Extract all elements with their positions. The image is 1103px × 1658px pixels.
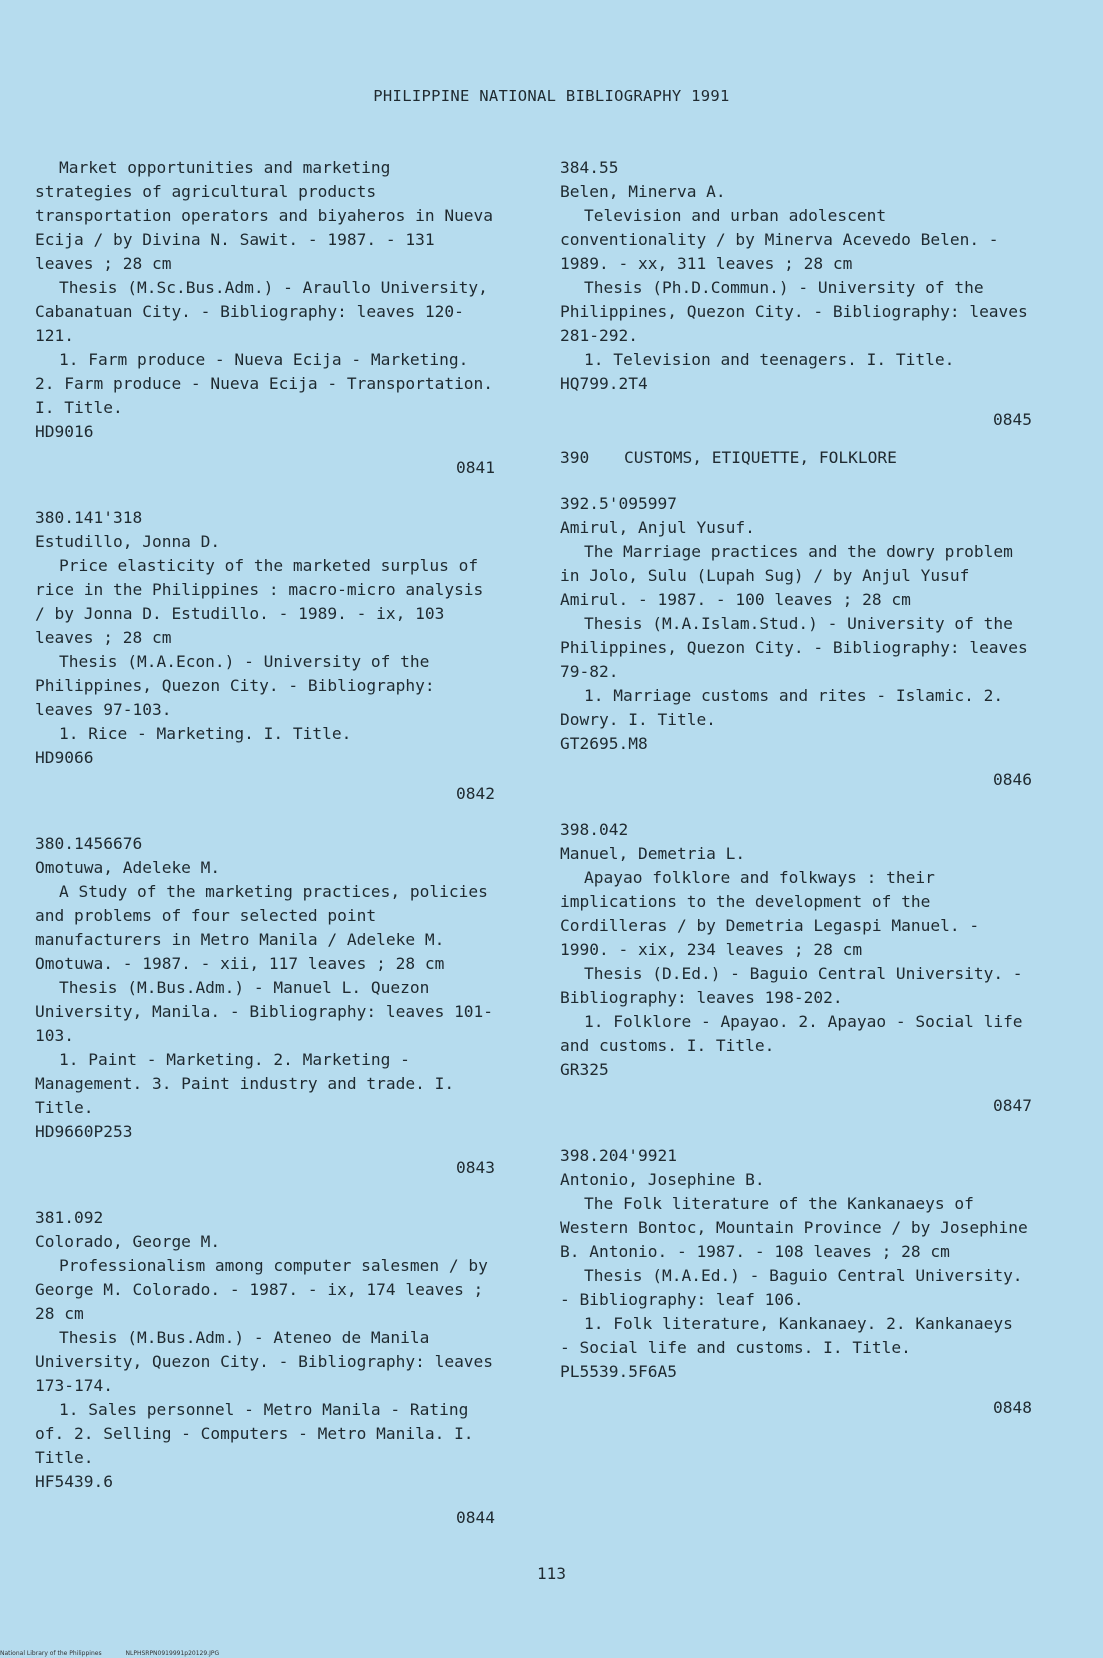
- entry-thesis-note: Thesis (D.Ed.) - Baguio Central University. - Bibliography: leaves 198-202.: [560, 964, 1023, 1007]
- entry-title-block: The Folk literature of the Kankanaeys of Western Bontoc, Mountain Province / by Josephine B. Antonio. - 1987. - 108 leaves ; 28 cm: [560, 1194, 1028, 1261]
- entry-subjects: 1. Sales personnel - Metro Manila - Rating of. 2. Selling - Computers - Metro Manila. I. Title.: [35, 1400, 474, 1467]
- entry-title-block: Market opportunities and marketing strategies of agricultural products transportation operators and biyaheros in Nueva Ecija / by Divina N. Sawit. - 1987. - 131 leaves ; 28 cm: [35, 158, 494, 273]
- entry-thesis-note: Thesis (M.Sc.Bus.Adm.) - Araullo University, Cabanatuan City. - Bibliography: leaves 120-121.: [35, 278, 488, 345]
- entry-subjects: 1. Paint - Marketing. 2. Marketing - Management. 3. Paint industry and trade. I. Title.: [35, 1050, 455, 1117]
- entry-number: 0841: [456, 458, 495, 477]
- entry-number: 0846: [993, 770, 1032, 789]
- bibliography-entry: [560, 492, 1032, 792]
- entry-subjects: 1. Rice - Marketing. I. Title.: [59, 724, 352, 743]
- bibliography-entry: [35, 1206, 495, 1530]
- entry-author: Omotuwa, Adeleke M.: [35, 858, 221, 877]
- entry-title-block: The Marriage practices and the dowry problem in Jolo, Sulu (Lupah Sug) / by Anjul Yusuf Amirul. - 1987. - 100 leaves ; 28 cm: [560, 542, 1013, 609]
- entry-lc-number: GR325: [560, 1060, 609, 1079]
- entry-call-number: 398.042: [560, 820, 629, 839]
- entry-number: 0847: [993, 1096, 1032, 1115]
- bibliography-entry: [560, 818, 1032, 1118]
- entry-thesis-note: Thesis (M.A.Econ.) - University of the Philippines, Quezon City. - Bibliography: leaves 97-103.: [35, 652, 435, 719]
- entry-lc-number: HD9066: [35, 748, 94, 767]
- entry-call-number: 398.204'9921: [560, 1146, 677, 1165]
- entry-author: Antonio, Josephine B.: [560, 1170, 765, 1189]
- entry-author: Manuel, Demetria L.: [560, 844, 746, 863]
- entry-call-number: 380.1456676: [35, 834, 143, 853]
- entry-title-block: Apayao folklore and folkways : their implications to the development of the Cordilleras / by Demetria Legaspi Manuel. - 1990. - xix, 234 leaves ; 28 cm: [560, 868, 980, 959]
- entry-subjects: 1. Folk literature, Kankanaey. 2. Kankanaeys - Social life and customs. I. Title.: [560, 1314, 1013, 1357]
- entry-subjects: 1. Farm produce - Nueva Ecija - Marketing. 2. Farm produce - Nueva Ecija - Transportation. I. Title.: [35, 350, 494, 417]
- credit-library: National Library of the Philippines: [0, 1650, 102, 1657]
- bibliography-entry: [560, 1144, 1032, 1420]
- entry-lc-number: HF5439.6: [35, 1472, 113, 1491]
- page-number: 113: [537, 1564, 566, 1583]
- entry-number: 0844: [456, 1508, 495, 1527]
- credit-file: NLPHSRPN0919991p20129.JPG: [125, 1650, 220, 1657]
- entry-title-block: Professionalism among computer salesmen / by George M. Colorado. - 1987. - ix, 174 leaves ; 28 cm: [35, 1256, 488, 1323]
- entry-lc-number: PL5539.5F6A5: [560, 1362, 677, 1381]
- entry-number: 0845: [993, 410, 1032, 429]
- entry-subjects: 1. Television and teenagers. I. Title.: [584, 350, 955, 369]
- entry-title-block: Price elasticity of the marketed surplus of rice in the Philippines : macro-micro analysis / by Jonna D. Estudillo. - 1989. - ix, 103 leaves ; 28 cm: [35, 556, 484, 647]
- entry-subjects: 1. Folklore - Apayao. 2. Apayao - Social life and customs. I. Title.: [560, 1012, 1023, 1055]
- page-header: PHILIPPINE NATIONAL BIBLIOGRAPHY 1991: [373, 87, 730, 105]
- scan-credit: [0, 1650, 241, 1657]
- entry-author: Amirul, Anjul Yusuf.: [560, 518, 755, 537]
- entry-author: Estudillo, Jonna D.: [35, 532, 221, 551]
- section-heading: [560, 446, 1032, 470]
- entry-call-number: 380.141'318: [35, 508, 143, 527]
- entry-lc-number: HD9016: [35, 422, 94, 441]
- entry-thesis-note: Thesis (M.A.Islam.Stud.) - University of the Philippines, Quezon City. - Bibliography: leaves 79-82.: [560, 614, 1028, 681]
- entry-thesis-note: Thesis (M.A.Ed.) - Baguio Central University. - Bibliography: leaf 106.: [560, 1266, 1023, 1309]
- entry-call-number: 392.5'095997: [560, 494, 677, 513]
- right-column: [560, 156, 1032, 1420]
- entry-lc-number: HD9660P253: [35, 1122, 133, 1141]
- entry-number: 0843: [456, 1158, 495, 1177]
- entry-thesis-note: Thesis (M.Bus.Adm.) - Ateneo de Manila University, Quezon City. - Bibliography: leaves 173-174.: [35, 1328, 494, 1395]
- entry-author: Belen, Minerva A.: [560, 182, 726, 201]
- bibliography-entry: [35, 506, 495, 806]
- bibliography-entry: [35, 156, 495, 480]
- section-label: CUSTOMS, ETIQUETTE, FOLKLORE: [624, 448, 897, 467]
- bibliography-entry: [35, 832, 495, 1180]
- bibliography-entry: [560, 156, 1032, 432]
- entry-title-block: A Study of the marketing practices, policies and problems of four selected point manufacturers in Metro Manila / Adeleke M. Omotuwa. - 1987. - xii, 117 leaves ; 28 cm: [35, 882, 488, 973]
- entry-subjects: 1. Marriage customs and rites - Islamic. 2. Dowry. I. Title.: [560, 686, 1004, 729]
- entry-call-number: 384.55: [560, 158, 619, 177]
- entry-number: 0848: [993, 1398, 1032, 1417]
- section-number: 390: [560, 448, 590, 467]
- entry-thesis-note: Thesis (Ph.D.Commun.) - University of the Philippines, Quezon City. - Bibliography: leaves 281-292.: [560, 278, 1028, 345]
- entry-call-number: 381.092: [35, 1208, 104, 1227]
- entry-number: 0842: [456, 784, 495, 803]
- left-column: [35, 156, 495, 1530]
- entry-lc-number: HQ799.2T4: [560, 374, 648, 393]
- entry-author: Colorado, George M.: [35, 1232, 221, 1251]
- entry-title-block: Television and urban adolescent conventionality / by Minerva Acevedo Belen. - 1989. - xx, 311 leaves ; 28 cm: [560, 206, 999, 273]
- entry-thesis-note: Thesis (M.Bus.Adm.) - Manuel L. Quezon University, Manila. - Bibliography: leaves 101-103.: [35, 978, 494, 1045]
- entry-lc-number: GT2695.M8: [560, 734, 648, 753]
